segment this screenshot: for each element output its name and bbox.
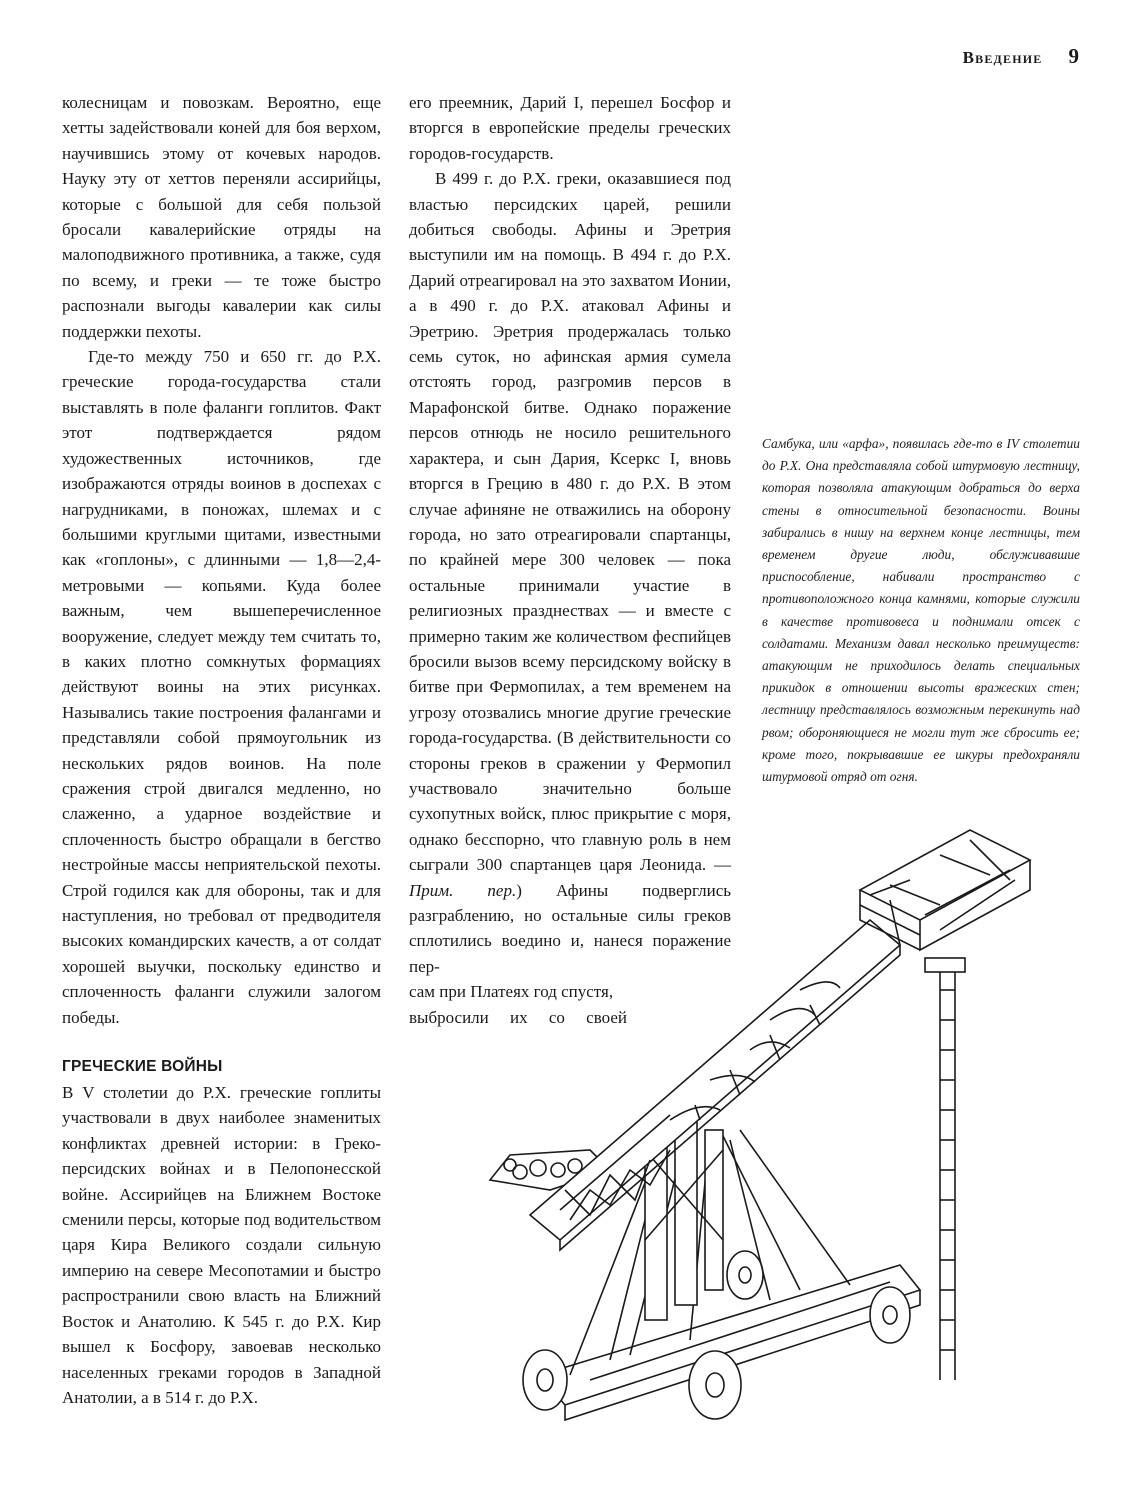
wheel-back-right bbox=[870, 1287, 910, 1343]
wheel-front-right bbox=[689, 1351, 741, 1419]
figure-caption: Самбука, или «арфа», появилась где-то в IV столетии до Р.Х. Она представляла собой штурмовую лестницу, которая позволяла атакующим добраться до верха стены в относительной безопасности. Воины забирались в нишу на верхнем конце лестницы, тем временем другие люди, обслуживавшие приспособление, набивали пространство с противоположного конца камнями, которые служили в качестве противовеса и поднимали отсек с солдатами. Механизм давал несколько преимуществ: атакующим не приходилось делать специальных прикидок в отношении высоты вражеских стен; лестницу представлялось возможным перекинуть над рвом; обороняющиеся не могли тут же сбросить ее; кроме того, покрывавшие ее шкуры предохраняли штурмовой отряд от огня. bbox=[762, 436, 1080, 785]
wheel-back-left bbox=[727, 1251, 763, 1299]
wheel-front-left bbox=[523, 1350, 567, 1410]
paragraph-line: сам при Платеях год спустя, bbox=[409, 982, 614, 1002]
section-title: Введение bbox=[962, 48, 1043, 67]
paragraph: его преемник, Дарий I, перешел Босфор и вторгся в европейские пределы греческих городов-государств. bbox=[409, 93, 731, 163]
section-heading: ГРЕЧЕСКИЕ ВОЙНЫ bbox=[62, 1058, 223, 1076]
note-close: ) bbox=[516, 880, 522, 900]
paragraph-text: В 499 г. до Р.Х. греки, оказавшиеся под властью персидских царей, решили добиться свободы. Афины и Эретрия выступили им на помощь. В 494 г. до Р.Х. Дарий отреагировал на это захватом Ионии, а в 490 г. до Р.Х. атаковал Афины и Эретрию. Эретрия продержалась только семь суток, но афинская армия сумела отстоять город, разгромив персов в Марафонской битве. Однако поражение персов отнюдь не носило решительного характера, и сын Дария, Ксеркс I, вновь вторгся в Грецию в 480 г. до Р.Х. В этом случае афиняне не отважились на оборону города, но зато отреагировали спартанцы, по крайней мере 300 человек — пока остальные принимали участие в религиозных празднествах — и вместе с примерно таким же количеством феспийцев бросили вызов всему персидскому войску в битве при Фермопилах, а тем временем на угрозу отозвались многие другие греческие города-государства. (В действительности со стороны греков в сражении у Фермопил участвовало значительно больше сухопутных войск, плюс прикрытие с моря, однако бесспорно, что главную роль в нем сыграли 300 спартанцев царя Леонида. — bbox=[409, 169, 731, 875]
paragraph-line: выбросили их со своей bbox=[409, 1007, 627, 1027]
translator-note: Прим. пер. bbox=[409, 880, 517, 900]
paragraph: колесницам и повозкам. Вероятно, еще хетты задействовали коней для боя верхом, научившись этому от кочевых народов. Науку эту от хеттов переняли ассирийцы, которые с большой для себя пользой бросали кавалерийские отряды на малоподвижного противника, а также, судя по всему, и греки — те тоже быстро распознали выгоды кавалерии как силы поддержки пехоты. bbox=[62, 93, 381, 341]
text-column-left bbox=[62, 90, 381, 1410]
page-number: 9 bbox=[1068, 44, 1079, 68]
running-header bbox=[963, 44, 1079, 69]
paragraph-text: Афины подверглись разграблению, но остальные силы греков сплотились воедино и, нанеся поражение пер- bbox=[409, 880, 732, 976]
paragraph: В V столетии до Р.Х. греческие гоплиты участвовали в двух наиболее знаменитых конфликтах древней истории: в Греко-персидских войнах и в Пелопонесской войне. Ассирийцев на Ближнем Востоке сменили персы, которые под водительством царя Кира Великого создали сильную империю на севере Месопотамии и быстро распространили свою власть на Ближний Восток и Анатолию. К 545 г. до Р.Х. Кир вышел к Босфору, завоевав несколько населенных греками городов в Западной Анатолии, а в 514 г. до Р.Х. bbox=[62, 1083, 381, 1407]
paragraph: Где-то между 750 и 650 гг. до Р.Х. греческие города-государства стали выставлять в поле фаланги гоплитов. Факт этот подтверждается рядом художественных источников, где изображаются отряды воинов в доспехах с нагрудниками, в поножах, шлемах и с большими круглыми щитами, известными как «гоплоны», с длинными — 1,8—2,4-метровыми — копьями. Куда более важным, чем вышеперечисленное вооружение, следует между тем считать то, в каких плотно сомкнутых формациях действуют воины на этих рисунках. Назывались такие построения фалангами и представляли собой прямоугольник из нескольких рядов воинов. На поле сражения строй двигался медленно, но слаженно, а ударное воздействие и сплоченность быстро обращали в бегство нестройные массы неприятельской пехоты. Строй годился как для обороны, так и для наступления, но требовал от предводителя высоких командирских качеств, а от солдат хорошей выучки, поскольку единство и сплоченность фаланги служили залогом победы. bbox=[62, 347, 381, 1027]
sambuca-illustration bbox=[470, 820, 1090, 1460]
